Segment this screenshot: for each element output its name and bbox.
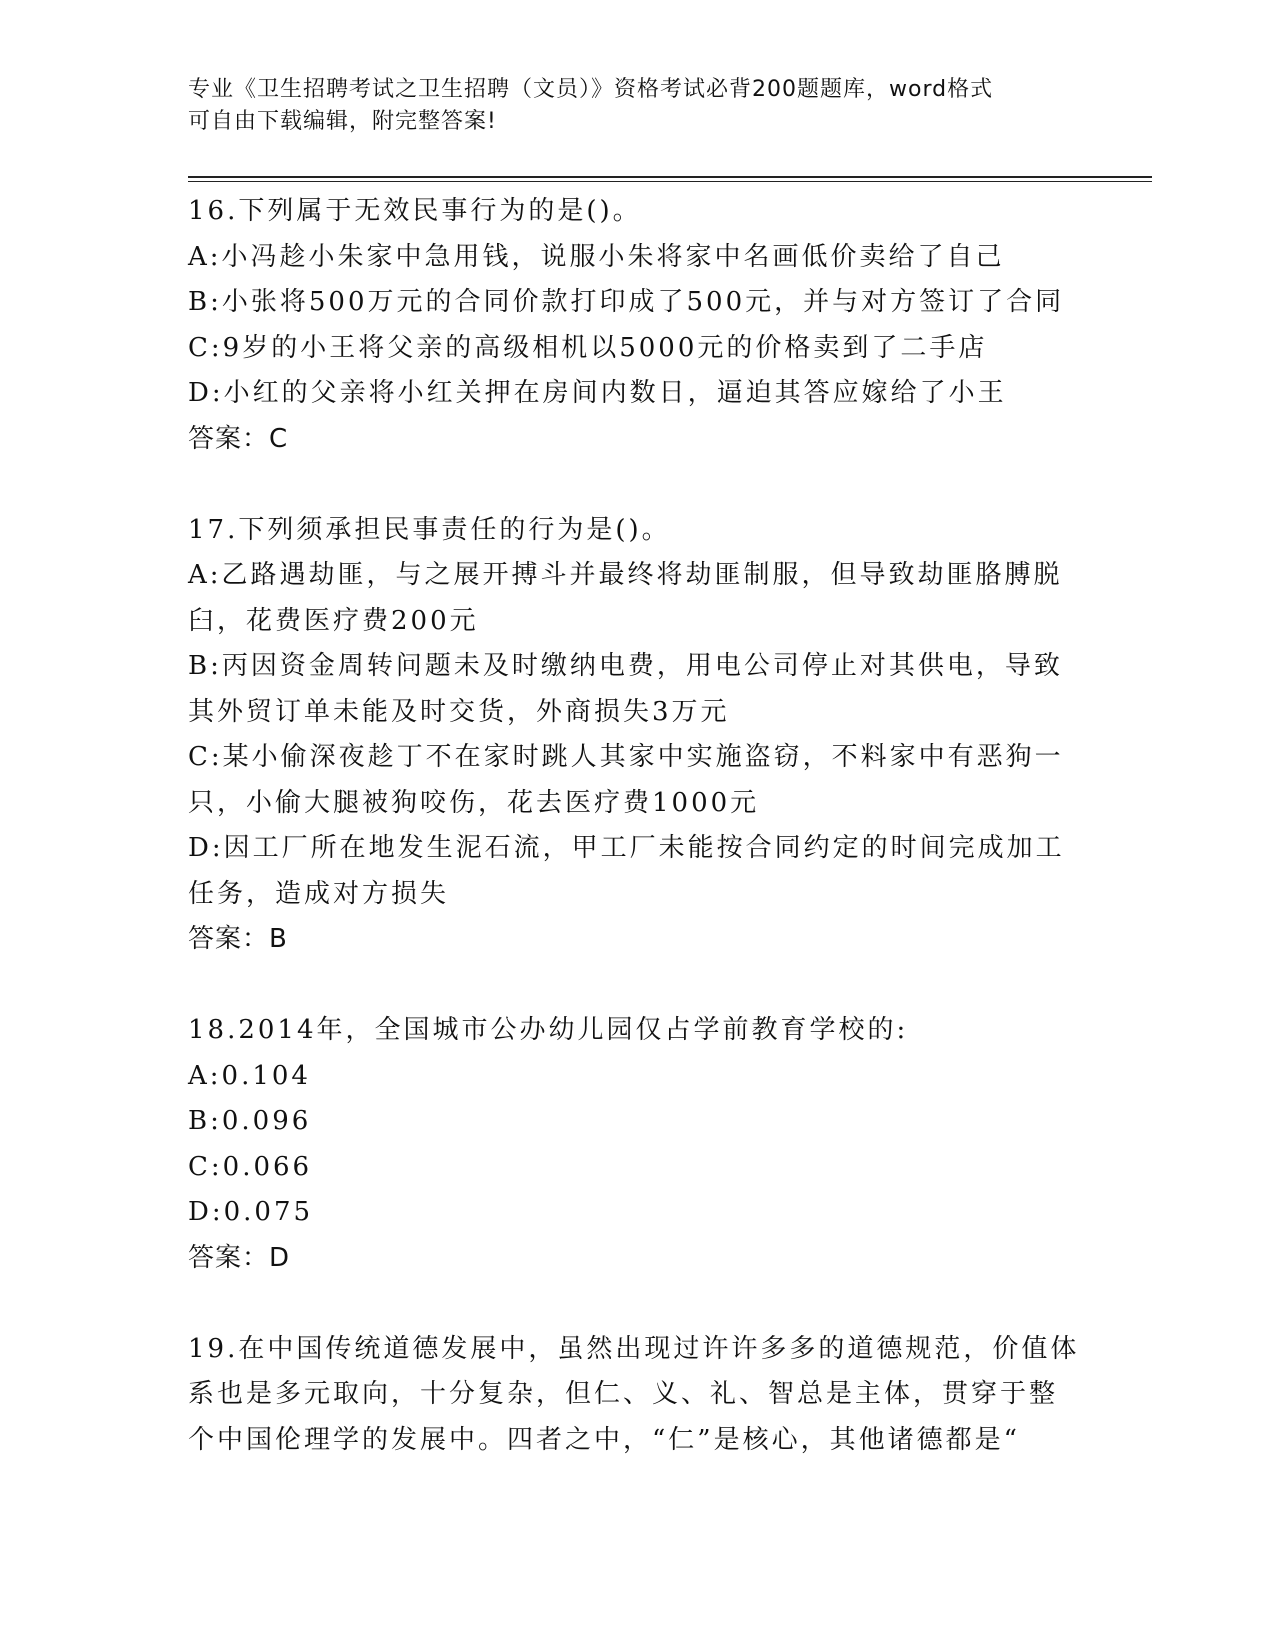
option-a: A:乙路遇劫匪，与之展开搏斗并最终将劫匪制服，但导致劫匪胳膊脱	[188, 560, 1063, 590]
document-header	[188, 74, 1068, 138]
answer-label: 答案：B	[188, 924, 288, 954]
option-c: C:0.066	[188, 1151, 313, 1182]
question-stem-continued: 个中国伦理学的发展中。四者之中，“仁”是核心，其他诸德都是“	[188, 1424, 1020, 1455]
header-line-1: 专业《卫生招聘考试之卫生招聘（文员）》资格考试必背200题题库，word格式	[188, 77, 994, 102]
question-16	[188, 189, 1078, 462]
option-d: D:0.075	[188, 1197, 314, 1227]
option-a-continued: 臼，花费医疗费200元	[188, 605, 479, 636]
option-b: B:0.096	[188, 1106, 312, 1136]
question-19	[188, 1327, 1078, 1464]
option-b: B:丙因资金周转问题未及时缴纳电费，用电公司停止对其供电，导致	[188, 651, 1063, 681]
question-17	[188, 508, 1078, 963]
option-c: C:某小偷深夜趁丁不在家时跳人其家中实施盗窃，不料家中有恶狗一	[188, 742, 1064, 772]
spacer	[188, 963, 1078, 1009]
question-stem: 16.下列属于无效民事行为的是()。	[188, 196, 642, 226]
option-d: D:因工厂所在地发生泥石流，甲工厂未能按合同约定的时间完成加工	[188, 833, 1065, 863]
option-c: C:9岁的小王将父亲的高级相机以5000元的价格卖到了二手店	[188, 332, 988, 363]
option-a: A:小冯趁小朱家中急用钱，说服小朱将家中名画低价卖给了自己	[188, 241, 1005, 272]
option-b: B:小张将500万元的合同价款打印成了500元，并与对方签订了合同	[188, 287, 1065, 317]
question-stem: 19.在中国传统道德发展中，虽然出现过许许多多的道德规范，价值体	[188, 1333, 1080, 1364]
answer-label: 答案：C	[188, 423, 289, 454]
option-b-continued: 其外贸订单未能及时交货，外商损失3万元	[188, 696, 730, 727]
option-a: A:0.104	[188, 1060, 311, 1091]
spacer	[188, 462, 1078, 508]
header-divider-thick	[188, 176, 1152, 178]
question-list	[188, 189, 1078, 1463]
answer-label: 答案：D	[188, 1242, 291, 1273]
option-d: D:小红的父亲将小红关押在房间内数日，逼迫其答应嫁给了小王	[188, 378, 1007, 408]
option-d-continued: 任务，造成对方损失	[188, 878, 450, 909]
question-stem: 18.2014年，全国城市公办幼儿园仅占学前教育学校的:	[188, 1015, 909, 1045]
option-c-continued: 只，小偷大腿被狗咬伤，花去医疗费1000元	[188, 787, 760, 818]
header-divider-thin	[188, 181, 1152, 182]
question-stem-continued: 系也是多元取向，十分复杂，但仁、义、礼、智总是主体，贯穿于整	[188, 1379, 1059, 1409]
spacer	[188, 1281, 1078, 1327]
header-line-2: 可自由下载编辑，附完整答案!	[188, 109, 497, 134]
question-18	[188, 1008, 1078, 1281]
question-stem: 17.下列须承担民事责任的行为是()。	[188, 514, 671, 545]
